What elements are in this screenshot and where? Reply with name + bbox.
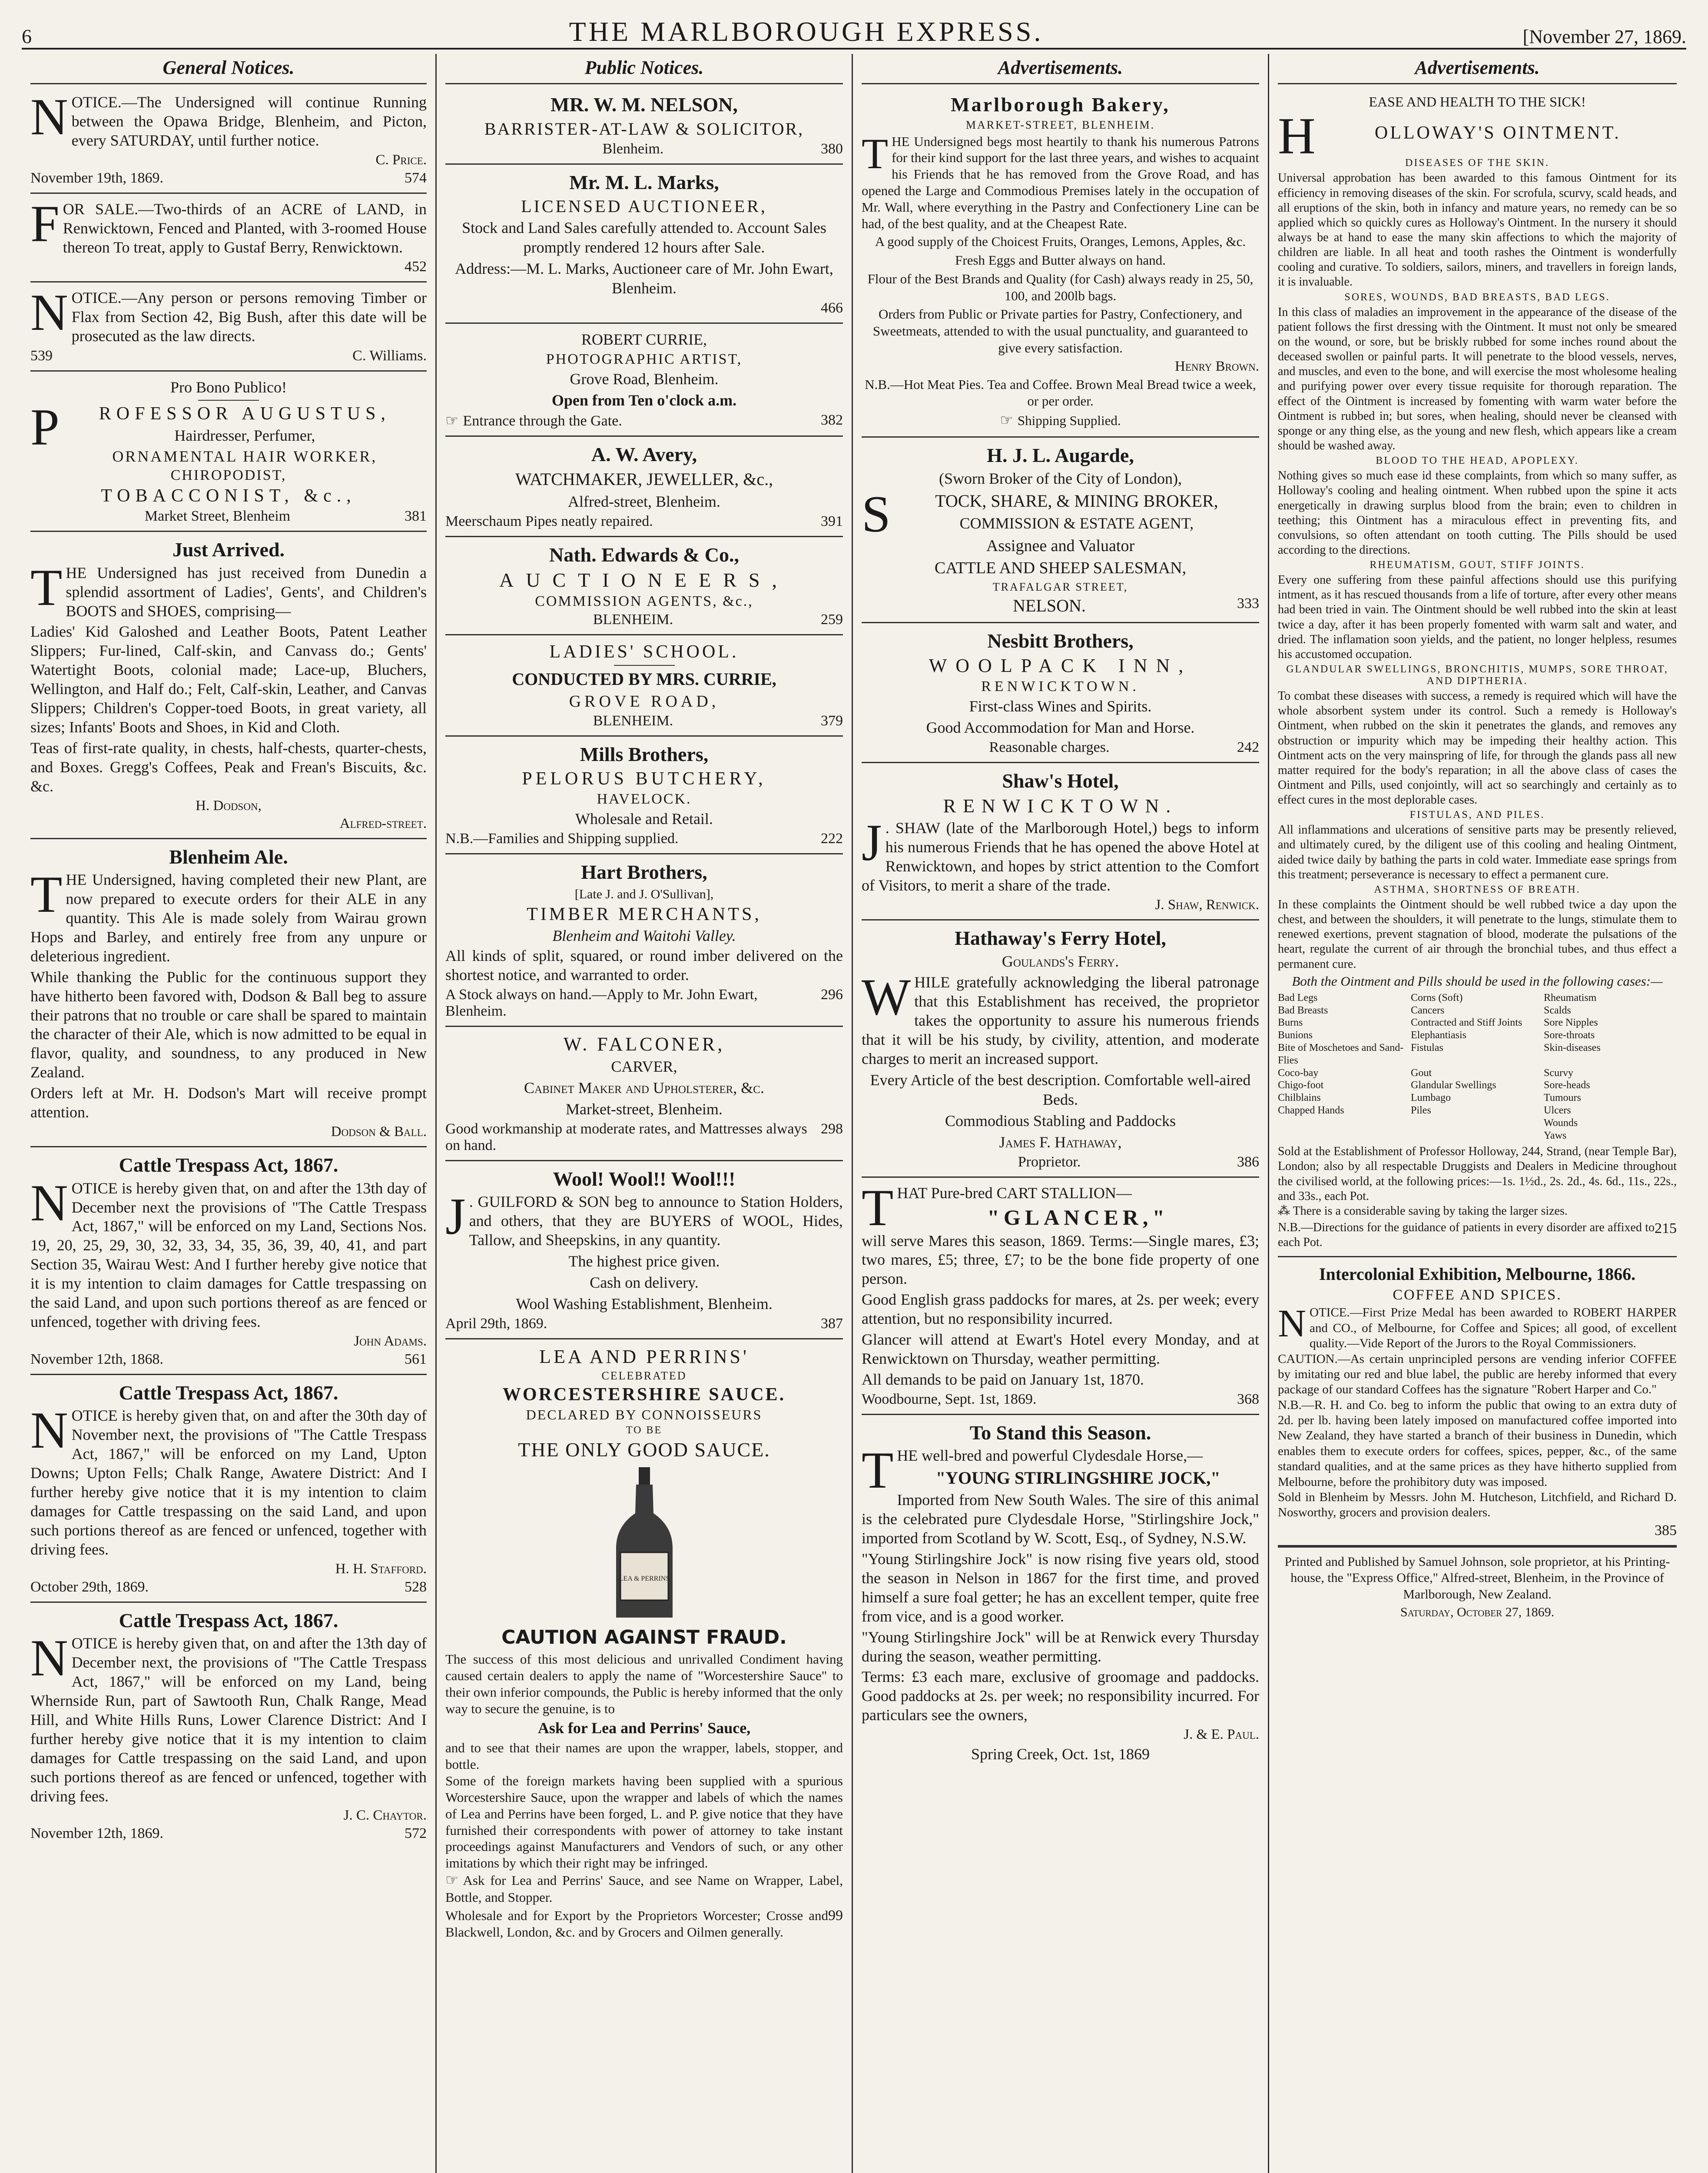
ad-number: 296 [821, 986, 843, 1003]
signature: James F. Hathaway, [999, 1133, 1122, 1151]
ad-address: GROVE ROAD, [569, 692, 720, 711]
ad-number: 385 [1655, 1522, 1677, 1538]
ailment-item: Cancers [1411, 1004, 1445, 1016]
notice-date: October 29th, 1869. [30, 1578, 149, 1595]
ad-subtitle: BARRISTER-AT-LAW & SOLICITOR, [484, 119, 804, 139]
ad-line: CATTLE AND SHEEP SALESMAN, [934, 559, 1187, 578]
ad-title: A. W. Avery, [591, 443, 697, 466]
ad-text: Both the Ointment and Pills should be used in the following cases:— [1292, 973, 1663, 989]
signature: Henry Brown. [1175, 358, 1259, 374]
ad-stirlingshire-jock [862, 1415, 1259, 1770]
ad-line: COMMISSION & ESTATE AGENT, [959, 515, 1194, 532]
ad-subtitle: WOOLPACK INN, [929, 655, 1192, 677]
imprint-text: Printed and Published by Samuel Johnson, sole proprietor, at his Printing-house, the "Express Office," Alfred-street, Blenheim, in the Province of Marlborough, New Zealand. [1284, 1554, 1670, 1602]
notice-text: OTICE is hereby given that, on and after the 13th day of December next the provisions of "The Cattle Trespass Act, 1867," will be enforced on my Land, Sections Nos. 19, 20, 25, 29, 30, 32, 33, 34, 35, 36, 39, 40, 41, and part Section 35, Wairau West: And I further hereby give notice that it is my intention to claim damages for Cattle trespassing on the said Land, and upon such portions thereof as are fenced or unfenced, together with driving fees. [30, 1179, 427, 1330]
ad-subtitle: RENWICKTOWN. [943, 795, 1178, 817]
issue-date: [November 27, 1869. [1522, 26, 1686, 47]
ad-subtitle: CELEBRATED [601, 1369, 687, 1382]
ad-text: In this class of maladies an improvement in the appearance of the disease of the patient follows the first dressing with the Ointment. It must not only be smeared on the wound, or sore, but be briskly rubbed for some inches round about the deceased swollen or painful parts. It will penetrate to the blood vessels, nerves, and muscles, and even to the bone, and will exercise the most wholesome healing and purifying power over every tissue requisite for thorough reparation. The effect of the Ointment is increased by fomenting with warm water before the Ointment is rubbed in; but sores, when healing, should never be cleansed with sponge or any thing else, as the young and new flesh, which appears like a cream should be washed away. [1278, 305, 1677, 453]
notice-cattle-trespass-chaytor [30, 1603, 427, 1848]
ad-text: In these complaints the Ointment should be well rubbed twice a day upon the chest, and between the shoulders, it will penetrate to the lungs, stimulate them to renewed exertions, prevent stagnation of blood, moderate the pulsations of the heart, regulate the current of air through the bronchial tubes, and thus effect a permanent cure. [1278, 897, 1677, 971]
signature: John Adams. [354, 1333, 427, 1349]
notice-date: November 12th, 1869. [30, 1825, 163, 1842]
ad-line: TOBACCONIST, &c., [101, 486, 356, 506]
ad-number: 259 [821, 611, 843, 628]
ad-mills-brothers [445, 737, 843, 854]
ailment-item: Ulcers [1544, 1104, 1571, 1116]
ad-place: HAVELOCK. [597, 791, 692, 807]
ad-subtitle: LICENSED AUCTIONEER, [521, 196, 767, 216]
column-public-notices [437, 54, 853, 2173]
ad-subtitle: AUCTIONEERS, [499, 569, 789, 591]
ad-subheading: ASTHMA, SHORTNESS OF BREATH. [1374, 884, 1581, 895]
ad-text: Commodious Stabling and Paddocks [945, 1112, 1176, 1130]
ad-title: Intercolonial Exhibition, Melbourne, 1866. [1319, 1264, 1636, 1284]
caution-heading: CAUTION AGAINST FRAUD. [501, 1626, 787, 1649]
ailment-item: Sore-throats [1544, 1030, 1595, 1041]
ad-title: OLLOWAY'S OINTMENT. [1374, 123, 1621, 143]
ailment-item: Wounds [1544, 1117, 1578, 1129]
ad-number: 222 [821, 830, 843, 847]
ad-title: LADIES' SCHOOL. [549, 642, 739, 662]
ad-title: Wool! Wool!! Wool!!! [553, 1167, 736, 1190]
ad-text: Teas of first-rate quality, in chests, half-chests, quarter-chests, and Boxes. Gregg's Coffees, Peak and Frean's Biscuits, &c. &c. [30, 739, 427, 795]
ad-date: Spring Creek, Oct. 1st, 1869 [971, 1745, 1150, 1763]
ailment-item: Tumours [1544, 1092, 1581, 1104]
ad-line: Assignee and Valuator [986, 536, 1135, 555]
column-advertisements-2 [1269, 54, 1685, 2173]
drop-cap: T [862, 129, 889, 178]
ailment-item: Coco-bay [1278, 1067, 1319, 1079]
ad-text: Nothing gives so much ease id these complaints, from which so many suffer, as Holloway's cooling and healing ointment. When rubbed upon the spine it acts energetically in drawing surplus blood from the brain; even to children in teething; this Ointment has a miraculous effect in preventing fits, and convulsions, so often attendant on tooth cutting. The Pills should be used according to the directions. [1278, 469, 1677, 557]
ad-text: First-class Wines and Spirits. [969, 698, 1152, 715]
ad-date: Woodbourne, Sept. 1st, 1869. [862, 1391, 1037, 1407]
ad-number: 333 [1237, 595, 1259, 611]
drop-cap: N [30, 1173, 68, 1232]
ad-number: 386 [1237, 1153, 1259, 1170]
ailment-item: Corns (Soft) [1411, 992, 1463, 1003]
ailment-item: Bunions [1278, 1030, 1313, 1041]
horse-name: "GLANCER," [987, 1205, 1169, 1229]
section-heading: Public Notices. [445, 54, 843, 84]
ad-text: HE well-bred and powerful Clydesdale Horse,— [897, 1447, 1203, 1465]
masthead [22, 17, 1686, 50]
page-number: 6 [22, 25, 32, 47]
section-heading: General Notices. [30, 54, 427, 84]
ad-subheading: FISTULAS, AND PILES. [1410, 809, 1545, 821]
columns [22, 54, 1686, 2173]
ad-subtitle: WORCESTERSHIRE SAUCE. [502, 1385, 786, 1405]
ad-title: ROBERT CURRIE, [581, 331, 707, 349]
ad-line: TRAFALGAR STREET, [992, 580, 1128, 593]
ad-subtitle: DECLARED BY CONNOISSEURS [526, 1407, 763, 1423]
signature: J. & E. Paul. [1184, 1727, 1259, 1743]
pointing-hand-icon: ☞ [1000, 412, 1013, 429]
ailment-item: Yaws [1544, 1130, 1567, 1141]
ad-marks [445, 165, 843, 324]
ailment-item: Bad Legs [1278, 992, 1318, 1003]
ad-title: Cattle Trespass Act, 1867. [119, 1381, 338, 1404]
ad-hours: Open from Ten o'clock a.m. [551, 392, 737, 409]
printer-imprint [1278, 1546, 1677, 1627]
ad-subtitle: Goulands's Ferry. [1002, 953, 1119, 970]
ad-text: HE Undersigned begs most heartily to thank his numerous Patrons for their kind support for the last three years, and wishes to acquaint his Friends that he has removed from the Grove Road, and has opened the Large and Commodious Premises lately in the occupation of Mr. Wall, where everything in the Pastry and Confectionery Line can be had, of the best quality, and at the Cheapest Rate. [862, 133, 1259, 231]
ad-text: Reasonable charges. [989, 739, 1110, 756]
notice-price [30, 87, 427, 194]
ad-subtitle: RENWICKTOWN. [981, 678, 1140, 695]
ad-currie-photographer [445, 324, 843, 437]
ad-title: Mr. M. L. Marks, [569, 171, 719, 193]
drop-cap: T [30, 865, 63, 924]
notice-date: November 12th, 1868. [30, 1351, 163, 1367]
ad-text: Wholesale and for Export by the Proprietors Worcester; Crosse and Blackwell, London, &c. and by Grocers and Oilmen generally. [445, 1908, 828, 1940]
ad-kicker: EASE AND HEALTH TO THE SICK! [1369, 94, 1586, 110]
ad-text: CAUTION.—As certain unprincipled persons are vending inferior COFFEE by imitating our red and blue label, the public are hereby informed that every package of our standard Coffees has the signature "Robert Harper and Co." [1278, 1352, 1677, 1397]
signature: Proprietor. [1018, 1153, 1081, 1170]
ad-place: BLENHEIM. [593, 713, 673, 729]
ad-title: H. J. L. Augarde, [987, 444, 1134, 466]
ad-number: 452 [405, 259, 427, 275]
ailment-item: Gout [1411, 1067, 1432, 1079]
ad-number: 242 [1237, 739, 1259, 756]
ad-number: 215 [1655, 1220, 1677, 1237]
ad-text: Orders from Public or Private parties for Pastry, Confectionery, and Sweetmeats, attended to with the usual punctuality, and guaranteed to give every satisfaction. [872, 306, 1248, 356]
asterism-icon: ⁂ [1278, 1204, 1293, 1218]
ad-subtitle: PHOTOGRAPHIC ARTIST, [546, 351, 743, 368]
ad-line: CHIROPODIST, [170, 467, 287, 484]
ad-number: 574 [405, 169, 427, 186]
newspaper-title: THE MARLBOROUGH EXPRESS. [569, 16, 1044, 47]
ailment-item: Skin-diseases [1544, 1042, 1601, 1053]
ad-text: While thanking the Public for the continuous support they have hitherto been favored with, Dodson & Ball beg to assure their patrons that no trouble or care shall be spared to maintain the character of their Ale, which is now admitted to be equal in flavor, quality, and soundness, to any produced in New Zealand. [30, 968, 427, 1081]
ad-falconer [445, 1027, 843, 1161]
ailment-item [1278, 1130, 1411, 1142]
ad-subheading: SORES, WOUNDS, BAD BREASTS, BAD LEGS. [1344, 291, 1610, 303]
ailment-item [1411, 1130, 1544, 1142]
signature: H. H. Stafford. [335, 1561, 427, 1577]
ad-intercolonial-exhibition [1278, 1257, 1677, 1546]
imprint-date: Saturday, October 27, 1869. [1400, 1605, 1555, 1620]
ad-text: Wholesale and Retail. [575, 810, 713, 827]
section-heading: Advertisements. [862, 54, 1259, 84]
signature: C. Williams. [352, 348, 427, 364]
ad-place: BLENHEIM. [593, 611, 673, 628]
ailment-item [1411, 1117, 1544, 1130]
ad-line: ORNAMENTAL HAIR WORKER, [112, 448, 378, 465]
ad-title: MR. W. M. NELSON, [551, 93, 738, 116]
signature: C. Price. [375, 152, 427, 168]
notice-williams [30, 282, 427, 372]
ad-title: Cattle Trespass Act, 1867. [119, 1609, 338, 1631]
sauce-bottle-icon [607, 1465, 681, 1622]
ad-subheading: BLOOD TO THE HEAD, APOPLEXY. [1376, 455, 1579, 467]
ad-address: Market Street, Blenheim [144, 508, 291, 525]
ad-professor-augustus [30, 372, 427, 532]
drop-cap: P [30, 398, 60, 456]
ad-address: Market-street, Blenheim. [566, 1100, 723, 1118]
ad-title: Just Arrived. [172, 538, 285, 561]
notice-cattle-trespass-stafford [30, 1375, 427, 1603]
ad-number: 561 [405, 1351, 427, 1367]
ad-subheading: DISEASES OF THE SKIN. [1405, 157, 1549, 169]
ad-title: Hathaway's Ferry Hotel, [955, 927, 1166, 949]
ad-hart-brothers [445, 854, 843, 1027]
notice-text: OTICE is hereby given that, on and after the 30th day of November next, the provisions of "The Cattle Trespass Act, 1867," will be enforced on my Land, Upton Downs; Upton Fells; Chalk Range, Awatere District: And I further hereby give notice that it is my intention to claim damages for Cattle trespassing on the said Land, and upon such portions thereof as are fenced or unfenced, together with driving fees. [30, 1407, 427, 1558]
ad-nesbitt-brothers [862, 623, 1259, 764]
ad-number: 99 [828, 1907, 843, 1924]
ad-title: Hart Brothers, [581, 861, 707, 883]
drop-cap: F [30, 194, 60, 253]
ad-text: HAT Pure-bred CART STALLION— [897, 1184, 1132, 1202]
ad-wool [445, 1161, 843, 1339]
ad-text: Ask for Lea and Perrins' Sauce, [537, 1719, 751, 1737]
ad-title: To Stand this Season. [969, 1421, 1151, 1444]
drop-cap: T [862, 1178, 894, 1236]
ailment-item: Sore-heads [1544, 1080, 1590, 1091]
ad-avery [445, 437, 843, 537]
notice-for-sale [30, 194, 427, 283]
ad-text: N.B.—Families and Shipping supplied. [445, 830, 679, 847]
ad-number: 572 [405, 1825, 427, 1842]
ailment-item: Chapped Hands [1278, 1104, 1344, 1116]
ad-text: and to see that their names are upon the wrapper, labels, stopper, and bottle. [445, 1740, 843, 1772]
column-general-notices [22, 54, 437, 2173]
ad-line: Hairdresser, Perfumer, [174, 427, 315, 445]
ailment-item: Fistulas [1411, 1042, 1443, 1053]
drop-cap: H [1278, 107, 1316, 165]
ad-subtitle: Blenheim and Waitohi Valley. [552, 927, 736, 945]
ad-title: Marlborough Bakery, [951, 93, 1170, 116]
ad-shaws-hotel [862, 763, 1259, 920]
ad-lea-and-perrins [445, 1339, 843, 1947]
ad-subheading: RHEUMATISM, GOUT, STIFF JOINTS. [1370, 559, 1585, 571]
ad-title: Shaw's Hotel, [1002, 770, 1119, 792]
ad-text: Ladies' Kid Galoshed and Leather Boots, Patent Leather Slippers; Fur-lined, Calf-skin, and Canvass do.; Gents' Watertight Boots, colonial made; Lace-up, Bluchers, Wellington, and Half do.; Felt, Calf-skin, Leather, and Canvas Slippers; Children's Copper-toed Boots, in great variety, all sizes; Infants' Boots and Shoes, in Kid and Cloth. [30, 623, 427, 736]
ad-subtitle: (Sworn Broker of the City of London), [939, 470, 1182, 488]
signature: H. Dodson, [196, 797, 262, 814]
ad-subheading: GLANDULAR SWELLINGS, BRONCHITIS, MUMPS, SORE THROAT, AND DIPTHERIA. [1286, 664, 1668, 687]
ailment-item: Burns [1278, 1017, 1303, 1029]
ad-text: Every one suffering from these painful affections should use this purifying intment, as it has rescued thousands from a life of torture, after every other means had been tried in vain. The Ointment should be well rubbed into the skin at least twice a day, after it has been properly fomented with warm salt and water, and dried. The inflamation soon yields, and the patient, no longer helpless, resumes his accustomed occupation. [1278, 573, 1677, 661]
ad-text: "Young Stirlingshire Jock" will be at Renwick every Thursday during the season, weather permitting. [862, 1628, 1259, 1665]
ad-text: Glancer will attend at Ewart's Hotel every Monday, and at Renwicktown on Thursday, weather permitting. [862, 1331, 1259, 1367]
ad-text: N.B.—R. H. and Co. beg to inform the public that owing to an extra duty of 2d. per lb. having been lately imposed on manufactured coffee imported into New Zealand, they have started a branch of their business in Dunedin, which enables them to execute orders for coffees, spices, pepper, &c., of the same standard qualities, and at the same prices as they have hitherto supplied from Melbourne, before the prohibitory duty was imposed. [1278, 1398, 1677, 1489]
pointing-hand-icon: ☞ [445, 1872, 459, 1888]
drop-cap: J [445, 1187, 466, 1246]
ailment-item: Chilblains [1278, 1092, 1321, 1104]
ad-text: HE Undersigned, having completed their new Plant, are now prepared to execute orders for their ALE in any quantity. This Ale is made solely from Wairau grown Hops and Barley, and entirely free from any unpure or deleterious ingredient. [30, 871, 427, 965]
ad-text: Imported from New South Wales. The sire of this animal is the celebrated pure Clydesdale Horse, "Stirlingshire Jock," imported from Scotland by W. Scott, Esq., of Sydney, N.S.W. [862, 1491, 1259, 1547]
ad-title: W. FALCONER, [563, 1033, 725, 1055]
ailment-item [1278, 1117, 1411, 1130]
ad-text: Meerschaum Pipes neatly repaired. [445, 513, 653, 529]
ad-number: 382 [821, 412, 843, 429]
ad-text: All kinds of split, squared, or round imber delivered on the shortest notice, and warranted to order. [445, 947, 843, 983]
ad-text: "Young Stirlingshire Jock" is now rising five years old, stood the season in Nelson in 1867 for the first time, and proved himself a sure foal getter; he has an excellent temper, quite free from vice, and is a good worker. [862, 1550, 1259, 1625]
ad-text: All inflammations and ulcerations of sensitive parts may be presently relieved, and ultimately cured, by the diligent use of this cooling and healing Ointment, aided twice daily by bathing the parts in cold water. Immediate ease springs from this treatment; perseverance is necessary to effect a permanent cure. [1278, 823, 1677, 881]
notice-date: November 19th, 1869. [30, 169, 163, 186]
drop-cap: T [862, 1441, 894, 1499]
ad-edwards [445, 537, 843, 636]
ad-text: Every Article of the best description. Comfortable well-aired Beds. [870, 1071, 1251, 1108]
ad-hathaway [862, 920, 1259, 1178]
ad-title: LEA AND PERRINS' [539, 1346, 749, 1368]
ad-text: Entrance through the Gate. [463, 413, 622, 429]
ad-text: Orders left at Mr. H. Dodson's Mart will receive prompt attention. [30, 1084, 427, 1121]
drop-cap: N [1278, 1302, 1306, 1346]
ad-text: will serve Mares this season, 1869. Terms:—Single mares, £3; two mares, £5; three, £7; to be the bone fide property of one person. [862, 1232, 1259, 1288]
ad-place: Blenheim. [602, 140, 664, 157]
ad-subtitle: TO BE [626, 1425, 663, 1436]
ad-text: Cash on delivery. [590, 1274, 699, 1292]
drop-cap: S [862, 485, 891, 543]
ad-blenheim-ale [30, 839, 427, 1147]
ad-number: 539 [30, 348, 53, 364]
ad-subtitle: COMMISSION AGENTS, &c., [535, 593, 753, 610]
ad-number: 298 [821, 1120, 843, 1137]
ad-place: NELSON. [1013, 595, 1086, 615]
ad-text: All demands to be paid on January 1st, 1870. [862, 1370, 1144, 1388]
ad-text: OTICE.—First Prize Medal has been awarded to ROBERT HARPER and CO., of Melbourne, for Coffee and Spices; all good, of excellent quality.—Vide Report of the Jurors to the Royal Commissioners. [1310, 1306, 1677, 1351]
ad-address: Grove Road, Blenheim. [570, 370, 719, 388]
ad-text: A Stock always on hand.—Apply to Mr. John Ewart, Blenheim. [445, 986, 758, 1019]
drop-cap: T [30, 558, 63, 616]
ailment-item: Elephantiasis [1411, 1030, 1466, 1041]
ad-text: . SHAW (late of the Marlborough Hotel,) begs to inform his numerous Friends that he has opened the above Hotel at Renwicktown, and hopes by strict attention to the Comfort of Visitors, to merit a share of the trade. [862, 819, 1259, 894]
ad-number: 466 [821, 300, 843, 316]
ad-text: Stock and Land Sales carefully attended to. Account Sales promptly rendered 12 hours after Sale. [462, 219, 826, 256]
ad-subtitle: CARVER, [611, 1057, 677, 1075]
ad-text: N.B.—Directions for the guidance of patients in every disorder are affixed to each Pot. [1278, 1221, 1655, 1249]
section-heading: Advertisements. [1278, 54, 1677, 84]
ad-text: Wool Washing Establishment, Blenheim. [516, 1295, 773, 1313]
ailment-item: Glandular Swellings [1411, 1080, 1496, 1091]
ad-number: 391 [821, 513, 843, 529]
ad-heading: Pro Bono Publico! [170, 379, 287, 396]
ad-subtitle: CONDUCTED BY MRS. CURRIE, [512, 669, 776, 689]
ad-text: Good Accommodation for Man and Horse. [926, 719, 1195, 737]
ad-text: . GUILFORD & SON beg to announce to Station Holders, and others, that they are BUYERS of WOOL, Hides, Tallow, and Sheepskins, in any quantity. [469, 1193, 843, 1249]
pointing-hand-icon: ☞ [445, 413, 459, 429]
signature: J. C. Chaytor. [343, 1808, 427, 1824]
ad-marlborough-bakery [862, 87, 1259, 438]
ad-text: Universal approbation has been awarded to this famous Ointment for its efficiency in removing diseases of the skin. For scrofula, scurvy, scald heads, and all eruptions of the skin, both in infancy and mature years, no remedy can be so applied which so quickly cures as Holloway's Ointment. In the nursery it should always be at hand to ease the many skin affections to which the majority of children are liable. In all heat and tooth rashes the Ointment is wonderfully cooling and curative. To soldiers, sailors, miners, and travellers in foreign lands, it is invaluable. [1278, 171, 1677, 289]
drop-cap: N [30, 1401, 68, 1459]
ad-subtitle: MARKET-STREET, BLENHEIM. [965, 118, 1155, 131]
ad-text: The success of this most delicious and unrivalled Condiment having caused certain dealers to apply the name of "Worcestershire Sauce" to their own inferior compounds, the Public is hereby informed that the only way to secure the genuine, is to [445, 1651, 843, 1716]
ad-just-arrived [30, 532, 427, 839]
notice-text: OR SALE.—Two-thirds of an ACRE of LAND, in Renwicktown, Fenced and Planted, with 3-roomed House thereon To treat, apply to Gustaf Berry, Renwicktown. [63, 200, 427, 256]
bottle-label-text: LEA & PERRINS [619, 1575, 670, 1583]
drop-cap: W [862, 968, 911, 1026]
ad-glancer [862, 1178, 1259, 1415]
ad-address: Alfred-street, Blenheim. [568, 492, 720, 510]
notice-cattle-trespass-adams [30, 1147, 427, 1375]
signature: Dodson & Ball. [331, 1124, 427, 1140]
ad-text: Ask for Lea and Perrins' Sauce, and see Name on Wrapper, Label, Bottle, and Stopper. [445, 1872, 843, 1905]
ad-text: Shipping Supplied. [1017, 413, 1121, 429]
ad-text: HILE gratefully acknowledging the liberal patronage that this Establishment has received, the proprietor takes the opportunity to assure his numerous friends that it will be his study, by civility, attention, and moderate charges to merit an increased support. [862, 974, 1259, 1067]
ad-augarde [862, 438, 1259, 623]
ad-text: Fresh Eggs and Butter always on hand. [955, 253, 1166, 268]
ailment-item: Scurvy [1544, 1067, 1573, 1079]
ad-holloways-ointment [1278, 87, 1677, 1257]
ad-line: TOCK, SHARE, & MINING BROKER, [935, 491, 1218, 511]
notice-text: OTICE.—Any person or persons removing Timber or Flax from Section 42, Big Bush, after this date will be prosecuted as the law directs. [71, 289, 427, 345]
ad-text: Terms: £3 each mare, exclusive of groomage and paddocks. Good paddocks at 2s. per week; no responsibility incurred. For particulars see the owners, [862, 1668, 1259, 1724]
ailment-item: Sore Nipples [1544, 1017, 1598, 1029]
drop-cap: J [862, 813, 882, 871]
drop-cap: N [30, 1629, 68, 1687]
ad-number: 368 [1237, 1391, 1259, 1407]
ad-title: Mills Brothers, [580, 743, 709, 766]
ad-text: A good supply of the Choicest Fruits, Oranges, Lemons, Apples, &c. [875, 234, 1246, 249]
ad-subtitle: Cabinet Maker and Upholsterer, &c. [524, 1079, 764, 1096]
ad-line: ROFESSOR AUGUSTUS, [99, 404, 391, 424]
horse-name: "YOUNG STIRLINGSHIRE JOCK," [935, 1468, 1220, 1488]
ad-subtitle: TIMBER MERCHANTS, [527, 904, 762, 925]
ad-number: 379 [821, 713, 843, 729]
drop-cap: N [30, 283, 68, 342]
ailment-item: Piles [1411, 1104, 1431, 1116]
ailment-item: Bite of Moschetoes and Sand-Flies [1278, 1042, 1404, 1066]
ailment-item: Lumbago [1411, 1092, 1451, 1104]
ad-subtitle: COFFEE AND SPICES. [1393, 1287, 1562, 1303]
ad-text: The highest price given. [568, 1253, 720, 1270]
notice-text: OTICE is hereby given that, on and after the 13th day of December next, the provisions of "The Cattle Trespass Act, 1867," will be enforced on my Land, being Whernside Run, part of Sawtooth Run, Chalk Range, Mead Hill, and White Hills Runs, Lower Clarence District: And I further hereby give notice that it is my intention to claim damages for Cattle trespassing on the said Land, and upon such portions thereof as are fenced or unfenced, together with driving fees. [30, 1635, 427, 1805]
ad-title: Nath. Edwards & Co., [549, 543, 740, 566]
ailment-item: Chigo-foot [1278, 1080, 1324, 1091]
ad-title: Blenheim Ale. [169, 845, 288, 868]
ad-text: Flour of the Best Brands and Quality (for Cash) always ready in 25, 50, 100, and 200lb bags. [867, 271, 1254, 303]
ad-date: April 29th, 1869. [445, 1316, 547, 1332]
ad-text: Some of the foreign markets having been supplied with a spurious Worcestershire Sauce, upon the wrapper and labels of which the names of Lea and Perrins have been forged, L. and P. give notice that they have furnished their correspondents with power of attorney to take instant proceedings against Manufacturers and Vendors of such, or any other imitations by which their right may be infringed. [445, 1773, 843, 1871]
signature: J. Shaw, Renwick. [1155, 897, 1259, 913]
ailment-item: Scalds [1544, 1004, 1571, 1016]
notice-text: OTICE.—The Undersigned will continue Running between the Opawa Bridge, Blenheim, and Picton, every SATURDAY, until further notice. [71, 93, 427, 149]
ad-text: There is a considerable saving by taking the larger sizes. [1293, 1204, 1568, 1218]
column-advertisements-1 [853, 54, 1269, 2173]
ad-number: 528 [405, 1578, 427, 1595]
ad-number: 380 [820, 140, 843, 157]
ailment-item: Rheumatism [1544, 992, 1597, 1003]
ad-ladies-school [445, 635, 843, 737]
ad-text: Good workmanship at moderate rates, and Mattresses always on hand. [445, 1120, 807, 1153]
ad-text: Good English grass paddocks for mares, at 2s. per week; every attention, but no responsibility incurred. [862, 1291, 1259, 1328]
ad-text: Sold in Blenheim by Messrs. John M. Hutcheson, Litchfield, and Richard D. Nosworthy, grocers and provision dealers. [1278, 1490, 1677, 1520]
ad-number: 381 [405, 508, 427, 525]
ad-nelson [445, 87, 843, 165]
ad-address: Address:—M. L. Marks, Auctioneer care of Mr. John Ewart, Blenheim. [455, 260, 833, 297]
ailment-item: Bad Breasts [1278, 1004, 1328, 1016]
ad-text: Sold at the Establishment of Professor Holloway, 244, Strand, (near Temple Bar), London; also by all respectable Druggists and Dealers in Medicine throughout the civilised world, at the following prices:—1s. 1½d., 2s. 2d., 4s. 6d., 11s., 22s., and 33s., each Pot. [1278, 1145, 1677, 1203]
ad-text: N.B.—Hot Meat Pies. Tea and Coffee. Brown Meal Bread twice a week, or per order. [865, 376, 1256, 409]
ad-subtitle: WATCHMAKER, JEWELLER, &c., [515, 469, 773, 489]
ailment-item: Contracted and Stiff Joints [1411, 1017, 1522, 1029]
signature-address: Alfred-street. [339, 815, 427, 831]
drop-cap: N [30, 88, 68, 146]
ad-title: Cattle Trespass Act, 1867. [119, 1154, 338, 1176]
ad-title: Nesbitt Brothers, [987, 629, 1134, 652]
ailment-list [1278, 992, 1677, 1142]
ad-subtitle: THE ONLY GOOD SAUCE. [518, 1439, 770, 1461]
ad-text: To combat these diseases with success, a remedy is required which will have the whole absorbent system under its control. Such a remedy is Holloway's Ointment, when rubbed on the skin it penetrates the glands, and removes any obstruction or impurity which may be impeding their healthy action. This Ointment acts on the very mainspring of life, for through the glands pass all new matter required for the body's reparation; in all the above class of cases the Ointment and Pills, used conjointly, will act so searchingly and certainly as to effect cures in the most deplorable cases. [1278, 689, 1677, 807]
ad-subtitle: [Late J. and J. O'Sullivan], [574, 887, 714, 901]
ad-number: 387 [821, 1316, 843, 1332]
ad-subtitle: PELORUS BUTCHERY, [522, 768, 766, 789]
ad-text: HE Undersigned has just received from Dunedin a splendid assortment of Ladies', Gents', and Children's BOOTS and SHOES, comprising— [66, 564, 427, 620]
